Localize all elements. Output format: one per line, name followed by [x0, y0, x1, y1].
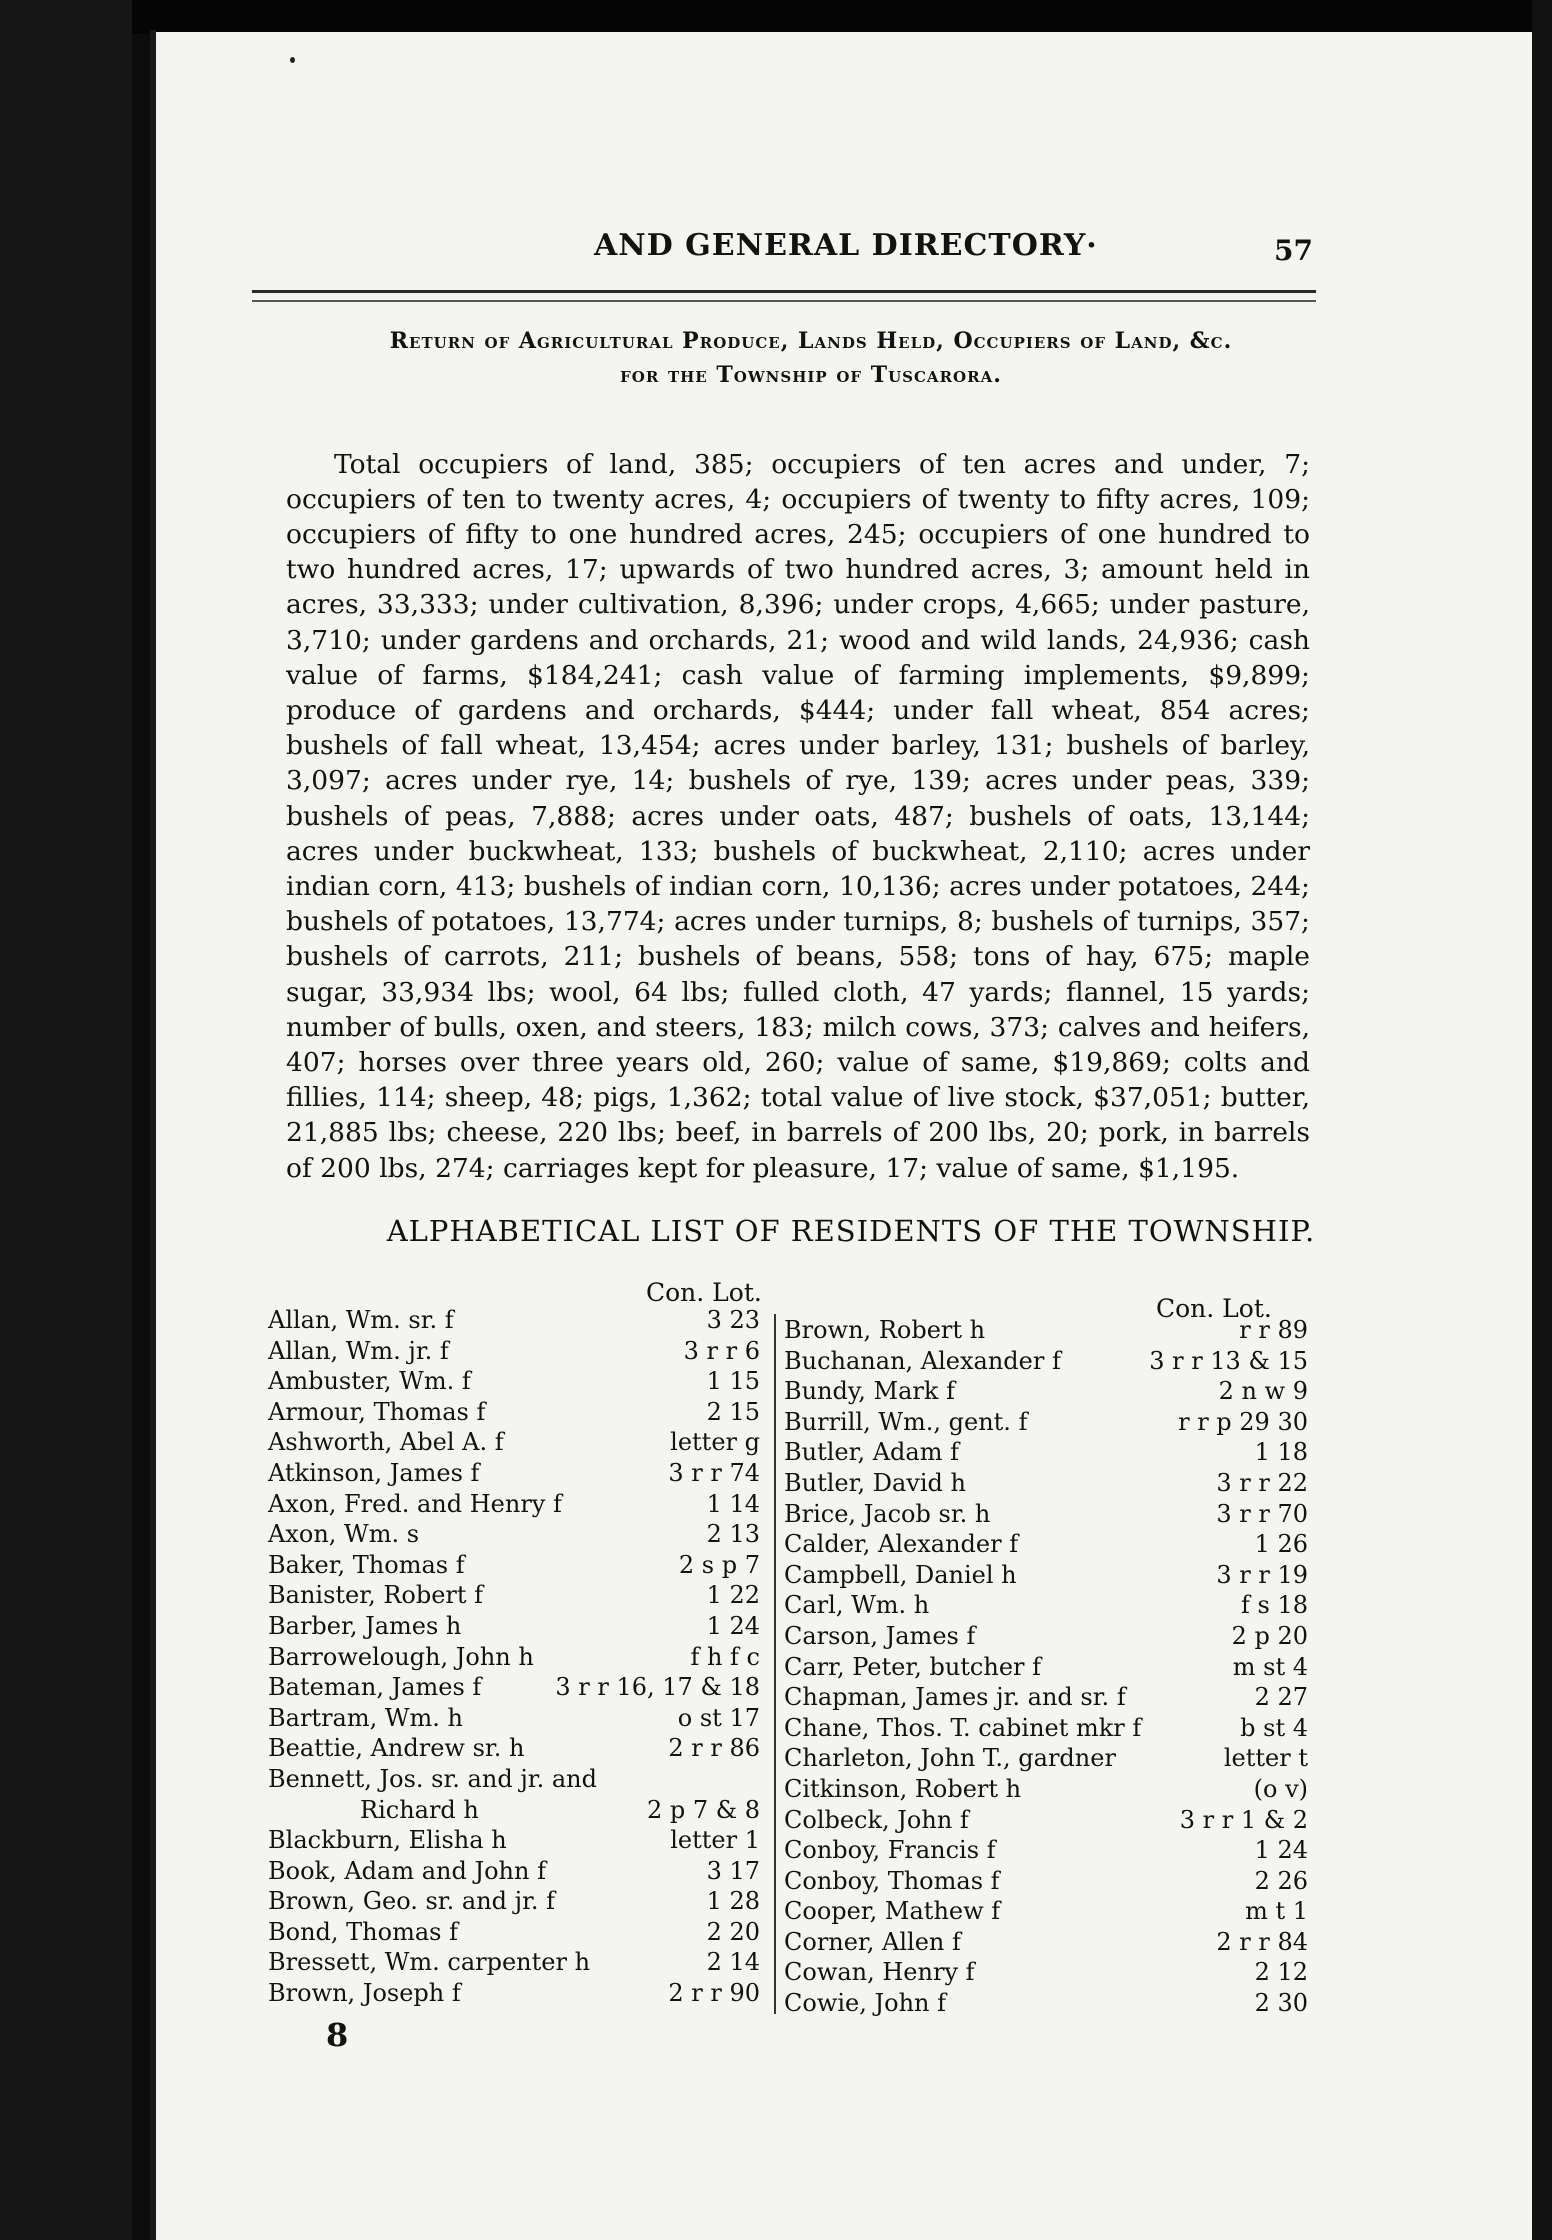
book-page — [156, 32, 1532, 2240]
resident-name: Chapman, James jr. and sr. f — [784, 1683, 1126, 1712]
resident-name: Brown, Geo. sr. and jr. f — [268, 1887, 556, 1916]
header-rule-top — [252, 290, 1316, 293]
resident-name: Allan, Wm. sr. f — [268, 1306, 454, 1334]
resident-row — [268, 1306, 764, 1337]
return-body-paragraph: Total occupiers of land, 385; occupiers of ten acres and under, 7; occupiers of ten to twenty acres, 4; occupiers of twenty to fifty acres, 109; occupiers of fifty to one hundred acres, 245; occupiers of one hundred to two hundred acres, 17; upwards of two hundred acres, 3; amount held in acres, 33,333; under cultivation, 8,396; under crops, 4,665; under pasture, 3,710; under gardens and orchards, 21; wood and wild lands, 24,936; cash value of farms, $184,241; cash value of farming implements, $9,899; produce of gardens and orchards, $444; under fall wheat, 854 acres; bushels of fall wheat, 13,454; acres under barley, 131; bushels of barley, 3,097; acres under rye, 14; bushels of rye, 139; acres under peas, 339; bushels of peas, 7,888; acres under oats, 487; bushels of oats, 13,144; acres under buckwheat, 133; bushels of buckwheat, 2,110; acres under indian corn, 413; bushels of indian corn, 10,136; acres under potatoes, 244; bushels of potatoes, 13,774; acres under turnips, 8; bushels of turnips, 357; bushels of carrots, 211; bushels of beans, 558; tons of hay, 675; maple sugar, 33,934 lbs; wool, 64 lbs; fulled cloth, 47 yards; flannel, 15 yards; number of bulls, oxen, and steers, 183; milch cows, 373; calves and heifers, 407; horses over three years old, 260; value of same, $19,869; colts and fillies, 114; sheep, 48; pigs, 1,362; total value of live stock, $37,051; butter, 21,885 lbs; cheese, 220 lbs; beef, in barrels of 200 lbs, 20; pork, in barrels of 200 lbs, 274; carriages kept for pleasure, 17; value of same, $1,195. — [286, 448, 1310, 1184]
resident-con-lot: 2 13 — [706, 1520, 760, 1549]
resident-con-lot: 1 22 — [706, 1581, 760, 1610]
resident-name: Cowan, Henry f — [784, 1958, 975, 1987]
resident-con-lot: (o v) — [1253, 1774, 1308, 1803]
resident-name: Cowie, John f — [784, 1989, 946, 2018]
resident-row — [268, 1704, 764, 1735]
resident-name: Charleton, John T., gardner — [784, 1744, 1116, 1773]
speck-mark — [290, 57, 295, 63]
resident-con-lot: 1 26 — [1254, 1530, 1308, 1559]
resident-name: Book, Adam and John f — [268, 1856, 546, 1885]
left-column-header: Con. Lot. — [646, 1278, 762, 1307]
resident-name: Beattie, Andrew sr. h — [268, 1734, 525, 1763]
resident-con-lot: 2 r r 86 — [668, 1734, 760, 1763]
resident-row — [784, 1469, 1308, 1500]
resident-name: Cooper, Mathew f — [784, 1897, 1001, 1926]
resident-con-lot: letter t — [1223, 1744, 1308, 1773]
resident-row — [268, 1581, 764, 1612]
resident-name: Bundy, Mark f — [784, 1377, 955, 1406]
resident-name: Bressett, Wm. carpenter h — [268, 1948, 591, 1977]
resident-name: Baker, Thomas f — [268, 1550, 465, 1579]
resident-con-lot: 2 26 — [1254, 1866, 1308, 1895]
resident-row — [268, 1887, 764, 1918]
resident-con-lot: b st 4 — [1240, 1713, 1308, 1742]
scan-left-margin — [0, 0, 132, 2240]
resident-name: Bennett, Jos. sr. and jr. and — [268, 1764, 597, 1793]
resident-row — [268, 1948, 764, 1979]
resident-row — [784, 1347, 1308, 1378]
resident-name: Brown, Joseph f — [268, 1979, 461, 2008]
resident-name: Buchanan, Alexander f — [784, 1346, 1061, 1375]
column-divider — [774, 1314, 776, 2014]
resident-row — [784, 1897, 1308, 1928]
resident-row — [268, 1490, 764, 1521]
resident-name: Bartram, Wm. h — [268, 1703, 463, 1732]
resident-con-lot: 3 r r 19 — [1216, 1560, 1308, 1589]
resident-con-lot: 2 r r 84 — [1216, 1927, 1308, 1956]
resident-row — [784, 1316, 1308, 1347]
resident-name: Butler, Adam f — [784, 1438, 959, 1467]
resident-con-lot: 3 r r 13 & 15 — [1149, 1346, 1308, 1375]
resident-con-lot: 2 30 — [1254, 1989, 1308, 2018]
resident-row — [268, 1459, 764, 1490]
resident-con-lot: f s 18 — [1241, 1591, 1308, 1620]
resident-row — [268, 1796, 764, 1827]
resident-con-lot: letter 1 — [670, 1826, 760, 1855]
resident-name: Calder, Alexander f — [784, 1530, 1019, 1559]
resident-row — [784, 1653, 1308, 1684]
resident-con-lot: 1 15 — [706, 1367, 760, 1396]
resident-name: Ashworth, Abel A. f — [268, 1428, 504, 1457]
resident-con-lot: r r 89 — [1239, 1316, 1308, 1344]
return-title-line1: Return of Agricultural Produce, Lands Held, Occupiers of Land, &c. — [389, 328, 1233, 354]
scan-right-margin — [1532, 0, 1552, 2240]
resident-con-lot: 2 p 20 — [1231, 1621, 1308, 1650]
resident-name: Barber, James h — [268, 1611, 462, 1640]
resident-name: Bateman, James f — [268, 1673, 482, 1702]
resident-name: Bond, Thomas f — [268, 1917, 458, 1946]
resident-row — [784, 1622, 1308, 1653]
resident-row — [784, 1775, 1308, 1806]
resident-con-lot: 3 r r 1 & 2 — [1179, 1805, 1308, 1834]
resident-name: Ambuster, Wm. f — [268, 1367, 471, 1396]
resident-row — [784, 1377, 1308, 1408]
resident-name: Richard h — [360, 1795, 479, 1824]
resident-row — [784, 1683, 1308, 1714]
residents-right-column — [784, 1316, 1308, 2020]
resident-con-lot: 2 14 — [706, 1948, 760, 1977]
resident-con-lot: m st 4 — [1232, 1652, 1308, 1681]
resident-row — [268, 1428, 764, 1459]
resident-row — [268, 1337, 764, 1368]
resident-row — [268, 1367, 764, 1398]
resident-row — [784, 1530, 1308, 1561]
resident-name: Carson, James f — [784, 1621, 976, 1650]
return-section-title — [296, 324, 1326, 392]
page-number: 57 — [1274, 234, 1313, 267]
residents-list-title: ALPHABETICAL LIST OF RESIDENTS OF THE TOWNSHIP. — [386, 1214, 1316, 1248]
resident-con-lot: 1 14 — [706, 1489, 760, 1518]
resident-con-lot: 1 28 — [706, 1887, 760, 1916]
resident-name: Burrill, Wm., gent. f — [784, 1407, 1028, 1436]
resident-name: Blackburn, Elisha h — [268, 1826, 507, 1855]
resident-con-lot: 3 r r 22 — [1216, 1468, 1308, 1497]
resident-row — [784, 1438, 1308, 1469]
resident-row — [784, 1836, 1308, 1867]
resident-row — [784, 1806, 1308, 1837]
resident-con-lot: letter g — [670, 1428, 760, 1457]
resident-row — [268, 1918, 764, 1949]
resident-con-lot: 3 23 — [706, 1306, 760, 1334]
resident-name: Conboy, Thomas f — [784, 1866, 1000, 1895]
signature-mark: 8 — [326, 2016, 349, 2054]
running-header-title: AND GENERAL DIRECTORY· — [594, 228, 1098, 263]
resident-name: Barrowelough, John h — [268, 1642, 534, 1671]
resident-name: Atkinson, James f — [268, 1458, 480, 1487]
resident-name: Brown, Robert h — [784, 1316, 986, 1344]
resident-con-lot: 1 24 — [1254, 1836, 1308, 1865]
resident-row — [268, 1520, 764, 1551]
resident-name: Chane, Thos. T. cabinet mkr f — [784, 1713, 1142, 1742]
scan-top-border — [0, 0, 1552, 34]
resident-row — [784, 1744, 1308, 1775]
resident-con-lot: r r p 29 30 — [1178, 1407, 1308, 1436]
resident-con-lot: 2 p 7 & 8 — [646, 1795, 760, 1824]
resident-name: Carr, Peter, butcher f — [784, 1652, 1042, 1681]
resident-con-lot: 2 s p 7 — [678, 1550, 760, 1579]
resident-row — [268, 1857, 764, 1888]
resident-name: Citkinson, Robert h — [784, 1774, 1022, 1803]
resident-row — [268, 1826, 764, 1857]
resident-row — [268, 1398, 764, 1429]
resident-name: Corner, Allen f — [784, 1927, 961, 1956]
resident-row — [268, 1765, 764, 1796]
resident-row — [268, 1551, 764, 1582]
resident-con-lot: f h f c — [690, 1642, 760, 1671]
resident-con-lot: o st 17 — [677, 1703, 760, 1732]
resident-con-lot: m t 1 — [1245, 1897, 1308, 1926]
resident-row — [784, 1958, 1308, 1989]
resident-name: Axon, Fred. and Henry f — [268, 1489, 562, 1518]
resident-name: Carl, Wm. h — [784, 1591, 930, 1620]
resident-con-lot: 3 r r 74 — [668, 1458, 760, 1487]
resident-con-lot: 1 18 — [1254, 1438, 1308, 1467]
resident-con-lot: 2 15 — [706, 1397, 760, 1426]
return-title-line2: for the Township of Tuscarora. — [620, 362, 1002, 388]
resident-row — [784, 1591, 1308, 1622]
resident-con-lot: 2 20 — [706, 1917, 760, 1946]
resident-con-lot: 2 n w 9 — [1218, 1377, 1308, 1406]
residents-left-column — [268, 1306, 764, 2010]
resident-name: Campbell, Daniel h — [784, 1560, 1017, 1589]
resident-con-lot: 3 r r 6 — [683, 1336, 760, 1365]
resident-con-lot: 2 12 — [1254, 1958, 1308, 1987]
resident-con-lot: 2 r r 90 — [668, 1979, 760, 2008]
resident-name: Axon, Wm. s — [268, 1520, 420, 1549]
header-rule-bottom — [252, 300, 1316, 302]
resident-row — [784, 1561, 1308, 1592]
resident-name: Allan, Wm. jr. f — [268, 1336, 449, 1365]
resident-name: Conboy, Francis f — [784, 1836, 996, 1865]
resident-row — [784, 1500, 1308, 1531]
resident-con-lot: 3 r r 16, 17 & 18 — [555, 1673, 760, 1702]
right-column-header: Con. Lot. — [1156, 1294, 1272, 1323]
resident-name: Brice, Jacob sr. h — [784, 1499, 991, 1528]
resident-con-lot: 2 27 — [1254, 1683, 1308, 1712]
resident-row — [784, 1928, 1308, 1959]
resident-name: Banister, Robert f — [268, 1581, 484, 1610]
resident-row — [268, 1612, 764, 1643]
resident-row — [268, 1673, 764, 1704]
resident-name: Armour, Thomas f — [268, 1397, 486, 1426]
resident-row — [268, 1979, 764, 2010]
resident-con-lot: 3 r r 70 — [1216, 1499, 1308, 1528]
resident-con-lot: 1 24 — [706, 1611, 760, 1640]
resident-name: Colbeck, John f — [784, 1805, 969, 1834]
resident-con-lot: 3 17 — [706, 1856, 760, 1885]
resident-row — [784, 1714, 1308, 1745]
resident-row — [784, 1867, 1308, 1898]
resident-row — [268, 1643, 764, 1674]
resident-row — [784, 1408, 1308, 1439]
running-header — [156, 228, 1532, 268]
resident-name: Butler, David h — [784, 1468, 966, 1497]
resident-row — [268, 1734, 764, 1765]
resident-row — [784, 1989, 1308, 2020]
